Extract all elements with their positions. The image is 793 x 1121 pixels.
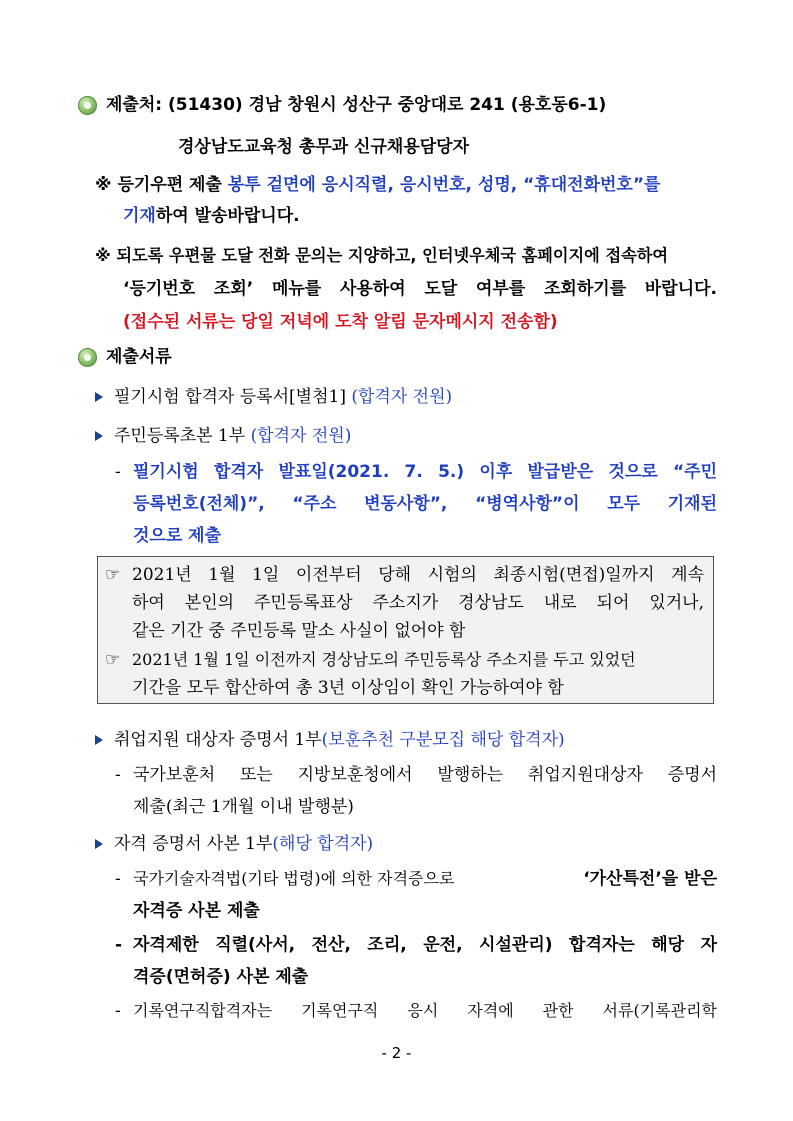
item-2-sub-line-3: 것으로 제출 bbox=[133, 526, 222, 546]
item-2-sub-line-2: 등록번호(전체)”, “주소 변동사항”, “병역사항”이 모두 기재된 bbox=[133, 494, 717, 514]
item-2 bbox=[114, 423, 351, 449]
item-3-sub-line-1: 국가보훈처 또는 지방보훈청에서 발행하는 취업지원대상자 증명서 bbox=[133, 765, 717, 785]
note-2-mark: ※ bbox=[95, 246, 111, 265]
note-1-line-2 bbox=[123, 203, 300, 229]
green-circle-bullet-icon-2 bbox=[78, 348, 97, 367]
page-number: - 2 - bbox=[381, 1044, 412, 1062]
item-4-sub-3-line-1: 기록연구직합격자는 기록연구직 응시 자격에 관한 서류(기록관리학 bbox=[133, 1001, 717, 1020]
note-2-line-1 bbox=[95, 243, 717, 269]
item-3-dash: - bbox=[115, 765, 121, 785]
item-1 bbox=[114, 384, 452, 410]
note-2-line-3: (접수된 서류는 당일 저녁에 도착 알림 문자메시지 전송함) bbox=[123, 312, 558, 332]
item-3-text: 취업지원 대상자 증명서 1부 bbox=[114, 730, 322, 750]
note-1-line-1 bbox=[95, 172, 717, 198]
item-2-sub-line-1: 필기시험 합격자 발표일(2021. 7. 5.) 이후 발급받은 것으로 “주민 bbox=[133, 462, 717, 482]
item-4-text: 자격 증명서 사본 1부 bbox=[114, 834, 273, 854]
documents-title: 제출서류 bbox=[106, 347, 172, 367]
item-4-sub-2-line-1: 자격제한 직렬(사서, 전산, 조리, 운전, 시설관리) 합격자는 해당 자 bbox=[133, 935, 717, 955]
item-4 bbox=[114, 831, 373, 857]
note-1-highlight: 봉투 겉면에 응시직렬, 응시번호, 성명, “휴대전화번호”를 bbox=[227, 175, 661, 195]
note-1-mark: ※ bbox=[95, 175, 112, 195]
box-item-2-line-2: 기간을 모두 합산하여 총 3년 이상임이 확인 가능하여야 함 bbox=[132, 678, 564, 698]
triangle-bullet-icon bbox=[95, 735, 103, 745]
submission-address: (51430) 경남 창원시 성산구 중앙대로 241 (용호동6-1) bbox=[162, 95, 607, 115]
item-4-sub-2-line-2: 격증(면허증) 사본 제출 bbox=[133, 967, 309, 987]
item-4-dash-3: - bbox=[115, 1001, 121, 1021]
item-4-dash-1: - bbox=[115, 869, 121, 889]
note-2-text-1: 되도록 우편물 도달 전화 문의는 지양하고, 인터넷우체국 홈페이지에 접속하여 bbox=[110, 246, 669, 265]
item-4-sub-1-bold: ‘가산특전’을 받은 bbox=[583, 869, 717, 889]
box-item-2-line-1: 2021년 1월 1일 이전까지 경상남도의 주민등록상 주소지를 두고 있었던 bbox=[132, 650, 636, 669]
item-3-target: (보훈추천 구분모집 해당 합격자) bbox=[321, 730, 565, 750]
submission-office: 경상남도교육청 총무과 신규채용담당자 bbox=[178, 137, 470, 157]
triangle-bullet-icon bbox=[95, 392, 103, 402]
box-mark-2: ☞ bbox=[105, 650, 121, 670]
submission-label: 제출처: bbox=[106, 95, 163, 115]
item-4-sub-1-pre: 국가기술자격법(기타 법령)에 의한 자격증으로 bbox=[133, 869, 455, 888]
box-item-1-line-2: 하여 본인의 주민등록표상 주소지가 경상남도 내로 되어 있거나, bbox=[132, 593, 704, 613]
item-4-sub-1-line-1 bbox=[133, 866, 717, 892]
residence-requirement-box bbox=[97, 556, 714, 704]
note-2-line-2: ‘등기번호 조회’ 메뉴를 사용하여 도달 여부를 조회하기를 바랍니다. bbox=[123, 279, 717, 299]
box-item-1-line-3: 같은 기간 중 주민등록 말소 사실이 없어야 함 bbox=[132, 621, 466, 641]
triangle-bullet-icon bbox=[95, 431, 103, 441]
item-1-target: (합격자 전원) bbox=[351, 387, 453, 407]
triangle-bullet-icon bbox=[95, 839, 103, 849]
item-3-sub-line-2: 제출(최근 1개월 이내 발행분) bbox=[133, 797, 354, 817]
note-1-pre: 등기우편 제출 bbox=[111, 175, 228, 195]
note-1-post: 하여 발송바랍니다. bbox=[155, 206, 300, 226]
item-4-sub-1-line-2: 자격증 사본 제출 bbox=[133, 901, 260, 921]
box-mark-1: ☞ bbox=[105, 565, 121, 585]
item-4-dash-2: - bbox=[115, 935, 123, 955]
item-4-target: (해당 합격자) bbox=[272, 834, 374, 854]
box-item-1-line-1: 2021년 1월 1일 이전부터 당해 시험의 최종시험(면접)일까지 계속 bbox=[132, 565, 704, 585]
green-circle-bullet-icon bbox=[78, 96, 97, 115]
item-2-text: 주민등록초본 1부 bbox=[114, 426, 251, 446]
item-2-target: (합격자 전원) bbox=[250, 426, 352, 446]
item-2-dash: - bbox=[115, 462, 121, 482]
note-1-highlight-2: 기재 bbox=[123, 206, 156, 226]
item-1-text: 필기시험 합격자 등록서[별첨1] bbox=[114, 387, 352, 407]
submission-address-line bbox=[106, 92, 606, 118]
item-3 bbox=[114, 727, 565, 753]
